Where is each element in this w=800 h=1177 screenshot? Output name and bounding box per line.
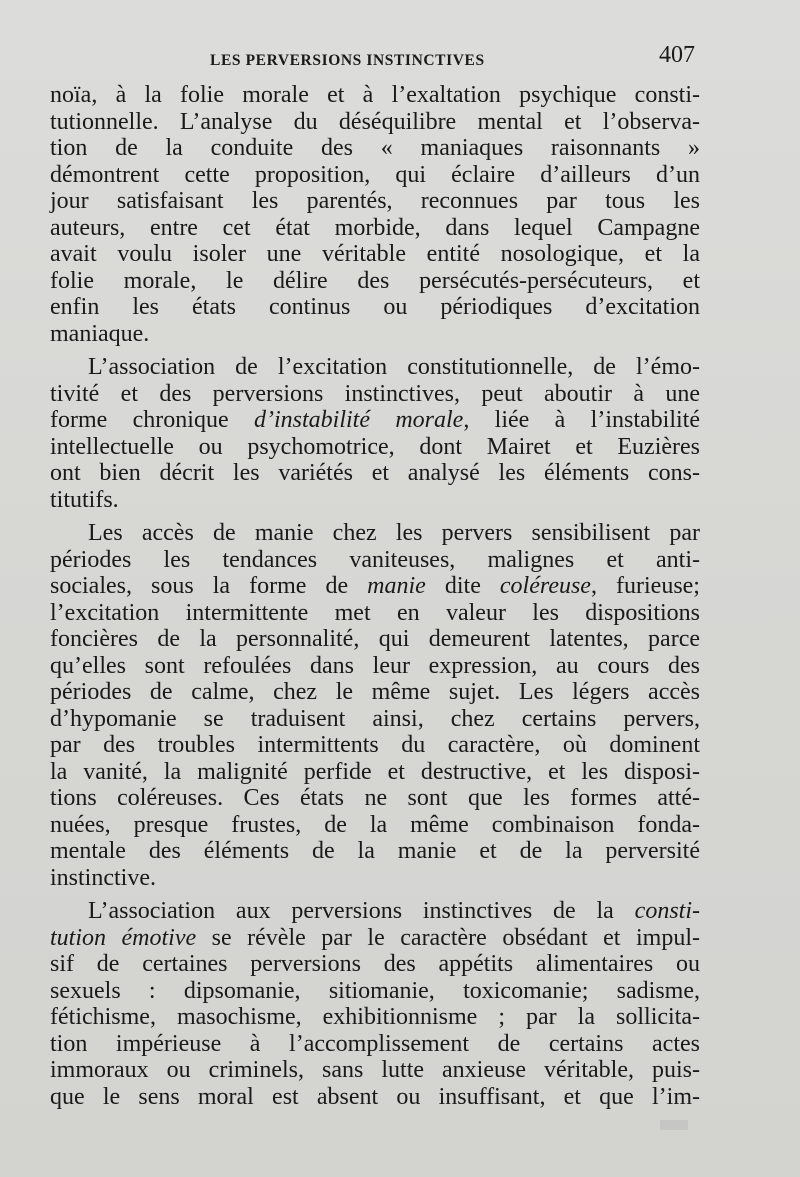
text-line: d’hypomanie se traduisent ainsi, chez certains pervers, xyxy=(50,705,700,732)
text-line: l’excitation intermittente met en valeur les dispositions xyxy=(50,599,700,626)
paragraph-4 xyxy=(50,898,700,1110)
text-run: dite xyxy=(425,573,500,599)
text-line: démontrent cette proposition, qui éclaire d’ailleurs d’un xyxy=(50,161,700,188)
text-line: instinctive. xyxy=(50,864,156,891)
italic-term: d’instabilité morale xyxy=(253,407,464,433)
text-line xyxy=(50,898,700,925)
text-line: fétichisme, masochisme, exhibitionnisme ; par la sollicita- xyxy=(50,1004,700,1030)
text-run: L’association aux perversions instinctives de la xyxy=(88,898,635,924)
text-line: auteurs, entre cet état morbide, dans lequel Campagne xyxy=(50,214,700,241)
body-text xyxy=(50,82,700,1110)
text-run: sociales, sous la forme de xyxy=(50,573,368,599)
text-line: mentale des éléments de la manie et de la perversité xyxy=(50,838,700,864)
text-line: périodes de calme, chez le même sujet. Les légers accès xyxy=(50,679,700,705)
text-line: la vanité, la malignité perfide et destructive, et les disposi- xyxy=(50,758,700,785)
text-line: sif de certaines perversions des appétits alimentaires ou xyxy=(50,951,700,977)
text-line: sexuels : dipsomanie, sitiomanie, toxicomanie; sadisme, xyxy=(50,977,700,1004)
italic-term: manie xyxy=(367,573,426,599)
text-line: jour satisfaisant les parentés, reconnues par tous les xyxy=(50,188,700,214)
text-line: maniaque. xyxy=(50,320,150,347)
text-run: forme chronique xyxy=(50,407,254,433)
text-line: Les accès de manie chez les pervers sensibilisent par xyxy=(88,520,700,546)
text-line: tivité et des perversions instinctives, peut aboutir à une xyxy=(50,380,700,407)
italic-term: coléreuse xyxy=(499,573,591,599)
text-line: ont bien décrit les variétés et analysé les éléments cons- xyxy=(50,460,700,486)
page-header xyxy=(205,42,705,78)
running-title: LES PERVERSIONS INSTINCTIVES xyxy=(210,52,485,69)
paragraph-2 xyxy=(50,354,700,513)
text-line: nuées, presque frustes, de la même combinaison fonda- xyxy=(50,811,700,838)
text-line: par des troubles intermittents du caractère, où dominent xyxy=(50,732,700,758)
text-line: que le sens moral est absent ou insuffisant, et que l’im- xyxy=(50,1083,700,1110)
text-line: noïa, à la folie morale et à l’exaltation psychique consti- xyxy=(50,82,700,108)
text-line xyxy=(50,573,700,600)
text-line: titutifs. xyxy=(50,486,119,513)
text-line xyxy=(50,925,700,952)
text-line: L’association de l’excitation constitutionnelle, de l’émo- xyxy=(88,354,700,380)
text-line: tutionnelle. L’analyse du déséquilibre mental et l’observa- xyxy=(50,108,700,135)
text-line: intellectuelle ou psychomotrice, dont Mairet et Euzières xyxy=(50,433,700,460)
page-number: 407 xyxy=(659,42,695,68)
italic-term: tution émotive xyxy=(50,924,197,951)
bleed-through-smudge xyxy=(660,1120,688,1130)
paragraph-3 xyxy=(50,520,700,891)
text-run: se révèle par le caractère obsédant et impul- xyxy=(196,924,700,951)
italic-term: consti- xyxy=(634,898,700,924)
text-run: , furieuse; xyxy=(590,573,700,599)
text-line: tion impérieuse à l’accomplissement de certains actes xyxy=(50,1030,700,1057)
text-line xyxy=(50,407,700,434)
text-line: tions coléreuses. Ces états ne sont que les formes atté- xyxy=(50,785,700,811)
text-line: périodes les tendances vaniteuses, malignes et anti- xyxy=(50,546,700,573)
paragraph-1 xyxy=(50,82,700,347)
text-run: , liée à l’instabilité xyxy=(463,407,700,433)
text-line: folie morale, le délire des persécutés-persécuteurs, et xyxy=(50,267,700,294)
text-line: foncières de la personnalité, qui demeurent latentes, parce xyxy=(50,626,700,652)
text-line: qu’elles sont refoulées dans leur expression, au cours des xyxy=(50,652,700,679)
text-line: avait voulu isoler une véritable entité nosologique, et la xyxy=(50,241,700,267)
text-line: tion de la conduite des « maniaques raisonnants » xyxy=(50,135,700,161)
text-line: immoraux ou criminels, sans lutte anxieuse véritable, puis- xyxy=(50,1057,700,1083)
text-line: enfin les états continus ou périodiques d’excitation xyxy=(50,294,700,320)
